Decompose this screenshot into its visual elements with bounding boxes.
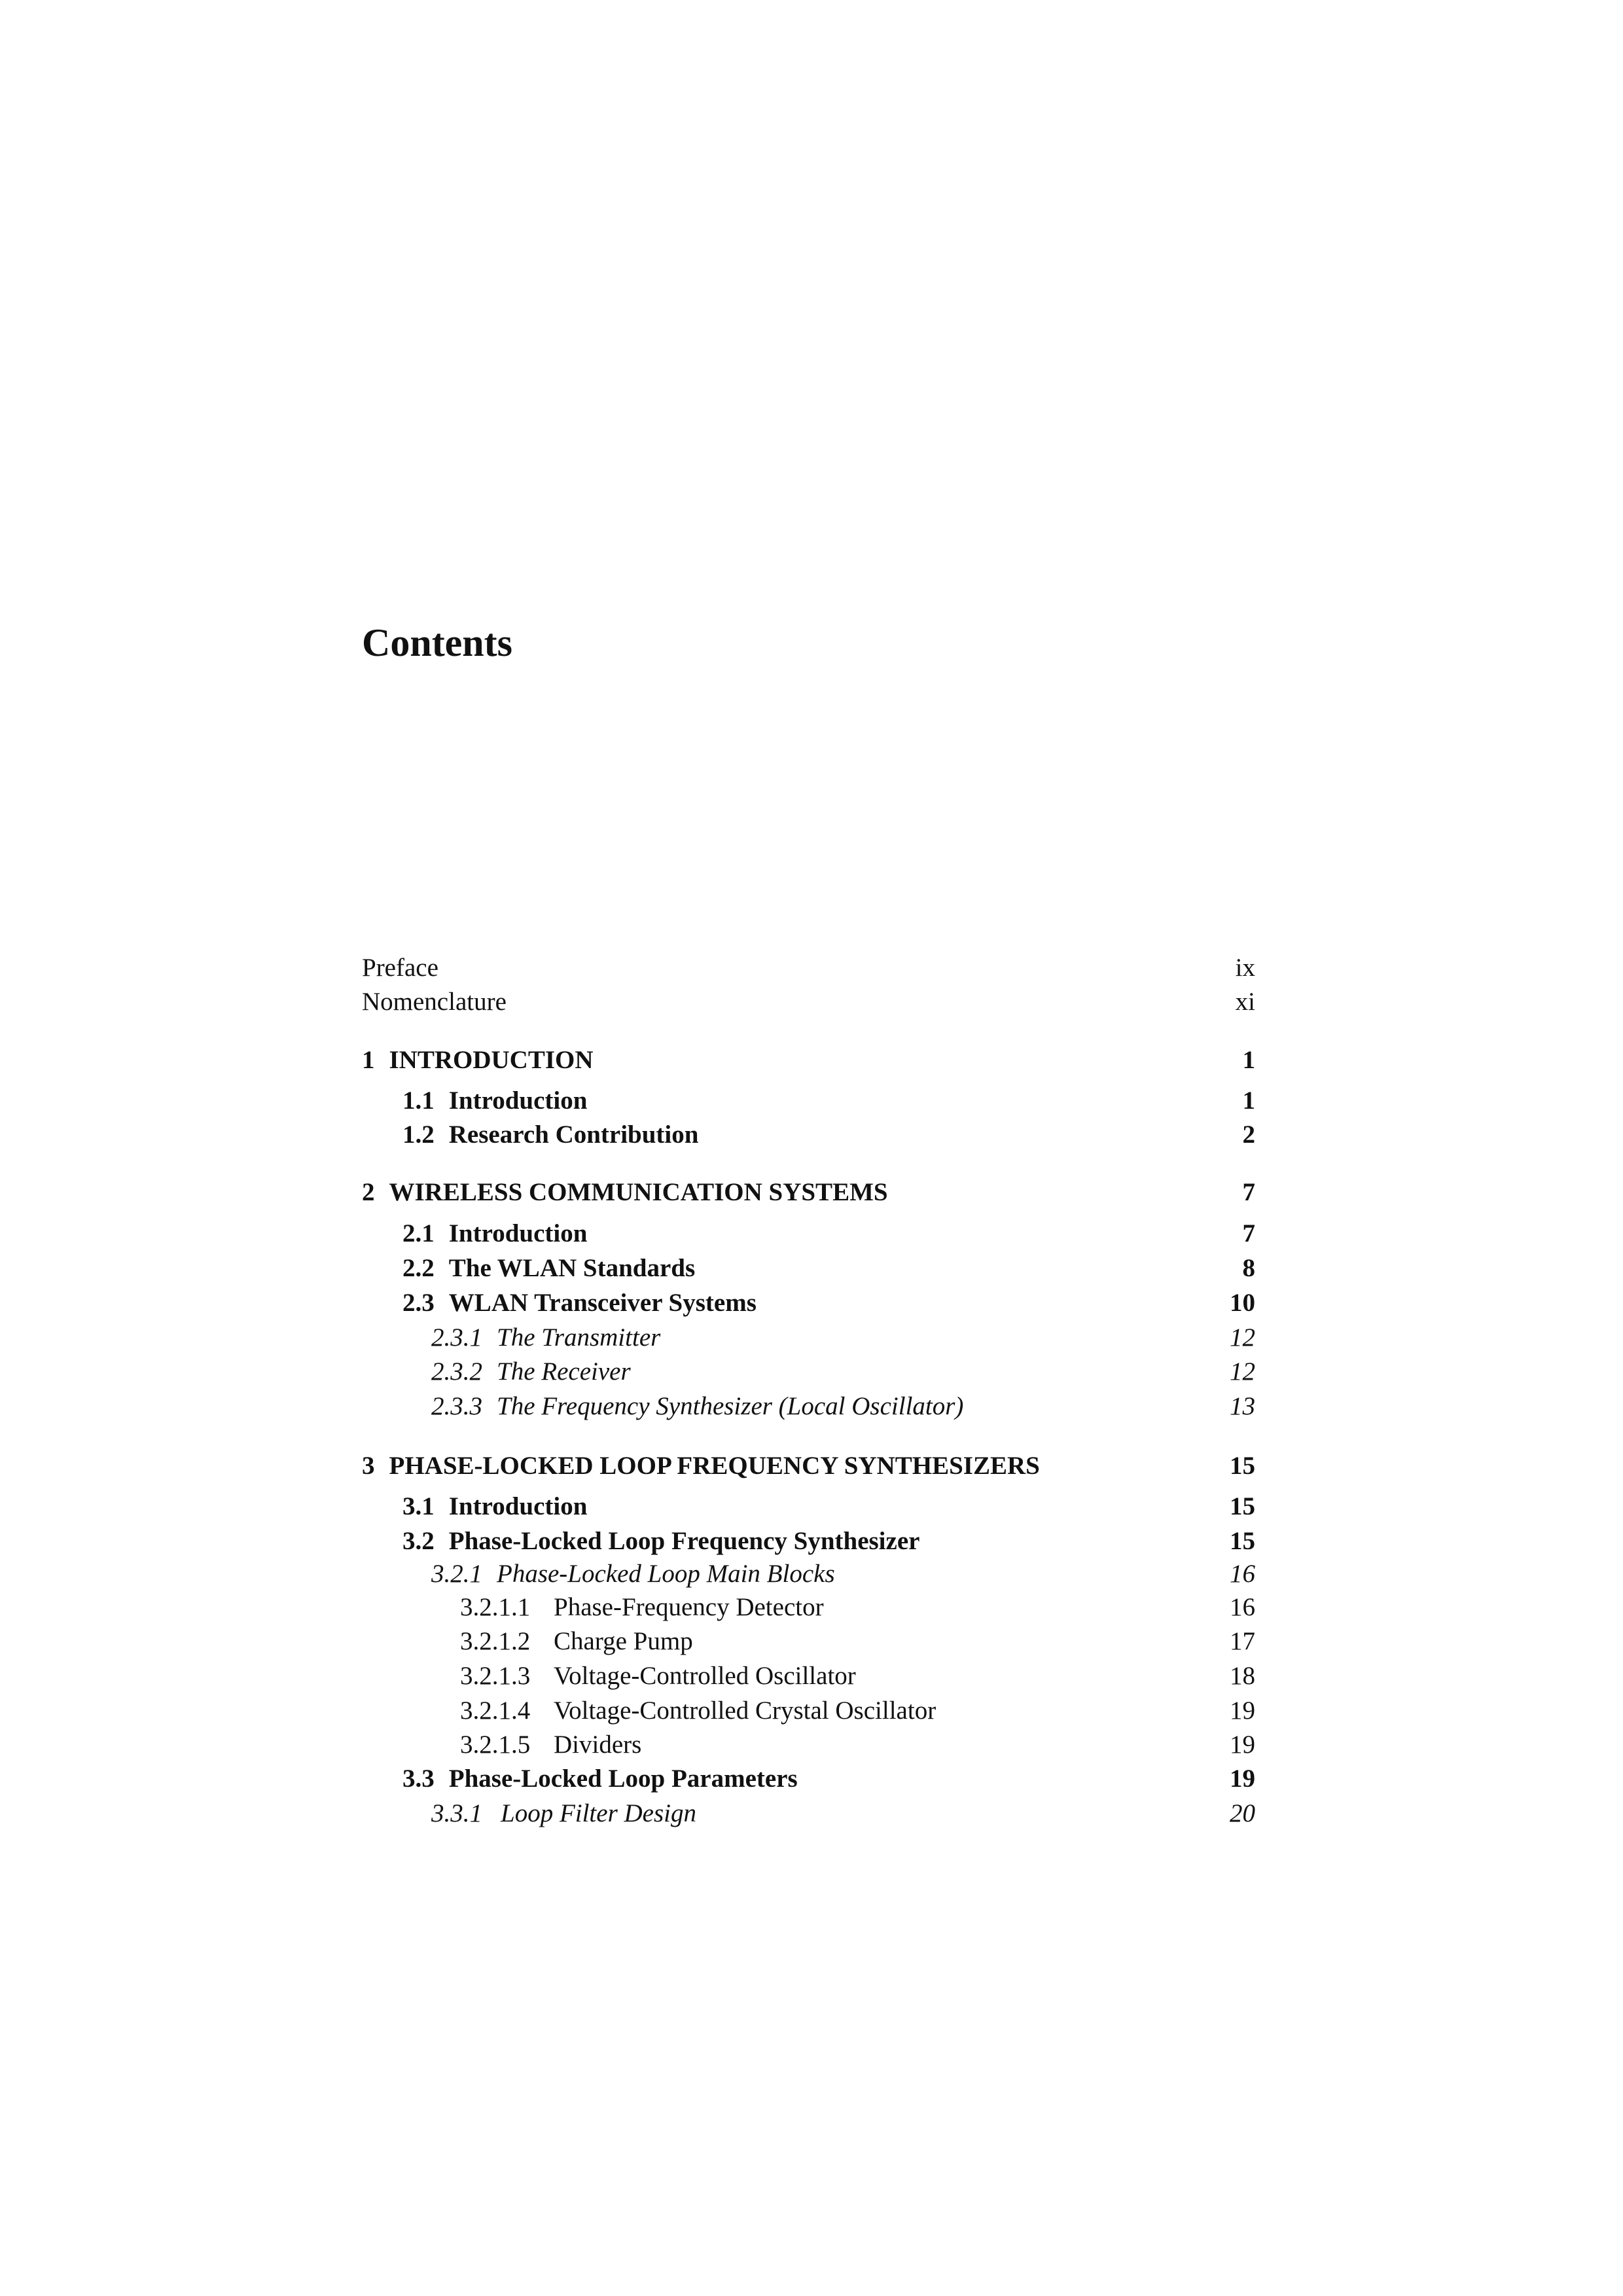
toc-chapter-3[interactable]: [362, 1448, 1255, 1483]
entry-page: 7: [1242, 1219, 1255, 1247]
entry-page: 15: [1230, 1526, 1255, 1555]
entry-number: 2.2: [402, 1253, 435, 1282]
entry-label: Voltage-Controlled Crystal Oscillator: [554, 1696, 936, 1725]
entry-number: 2.3: [402, 1288, 435, 1317]
entry-page: 19: [1230, 1764, 1255, 1793]
entry-number: 3: [362, 1451, 375, 1480]
entry-page: 7: [1242, 1177, 1255, 1206]
toc-item-3-2-1-5[interactable]: [362, 1727, 1255, 1762]
entry-label: The Transmitter: [497, 1323, 661, 1352]
entry-number: 3.2.1.3: [460, 1661, 531, 1690]
entry-number: 3.2.1.1: [460, 1592, 531, 1621]
toc-section-2-2[interactable]: [362, 1250, 1255, 1285]
toc-entry-nomenclature[interactable]: [362, 984, 1255, 1019]
entry-label: INTRODUCTION: [389, 1045, 594, 1074]
entry-label: The Receiver: [497, 1357, 631, 1386]
entry-label: The WLAN Standards: [448, 1253, 696, 1282]
entry-number: 3.2.1.2: [460, 1626, 531, 1655]
entry-page: 15: [1230, 1492, 1255, 1520]
toc-section-1-1[interactable]: [362, 1083, 1255, 1118]
entry-label: Voltage-Controlled Oscillator: [554, 1661, 856, 1690]
entry-number: 2.3.1: [431, 1323, 482, 1352]
entry-label: Phase-Locked Loop Parameters: [448, 1764, 798, 1793]
toc-item-3-2-1-2[interactable]: [362, 1623, 1255, 1659]
entry-page: 2: [1242, 1120, 1255, 1149]
entry-page: 15: [1230, 1451, 1255, 1480]
entry-label: WIRELESS COMMUNICATION SYSTEMS: [389, 1177, 888, 1206]
entry-label: Introduction: [448, 1492, 588, 1520]
entry-number: 3.2.1.4: [460, 1696, 531, 1725]
toc-chapter-2[interactable]: [362, 1174, 1255, 1210]
toc-subsection-2-3-1[interactable]: [362, 1319, 1255, 1355]
entry-number: 3.2: [402, 1526, 435, 1555]
toc-section-2-3[interactable]: [362, 1285, 1255, 1320]
entry-page: 18: [1230, 1661, 1255, 1690]
entry-number: 2.1: [402, 1219, 435, 1247]
entry-number: 1.2: [402, 1120, 435, 1149]
entry-number: 3.2.1.5: [460, 1730, 531, 1759]
entry-number: 1.1: [402, 1086, 435, 1115]
entry-label: PHASE-LOCKED LOOP FREQUENCY SYNTHESIZERS: [389, 1451, 1040, 1480]
entry-page: 8: [1242, 1253, 1255, 1282]
entry-label: Dividers: [554, 1730, 642, 1759]
entry-page: 19: [1230, 1730, 1255, 1759]
entry-page: 10: [1230, 1288, 1255, 1317]
entry-page: 1: [1242, 1086, 1255, 1115]
entry-page: 13: [1230, 1391, 1255, 1420]
entry-page: 17: [1230, 1626, 1255, 1655]
entry-label: Phase-Locked Loop Main Blocks: [497, 1559, 835, 1588]
entry-label: Loop Filter Design: [501, 1799, 696, 1827]
entry-number: 3.1: [402, 1492, 435, 1520]
toc-entry-preface[interactable]: [362, 950, 1255, 985]
entry-label: Phase-Locked Loop Frequency Synthesizer: [448, 1526, 920, 1555]
toc-subsection-2-3-2[interactable]: [362, 1354, 1255, 1389]
entry-label: Preface: [362, 953, 438, 982]
toc-section-3-3[interactable]: [362, 1761, 1255, 1796]
entry-number: 2.3.3: [431, 1391, 482, 1420]
toc-item-3-2-1-1[interactable]: [362, 1589, 1255, 1624]
entry-label: The Frequency Synthesizer (Local Oscillator): [497, 1391, 964, 1420]
toc-subsection-3-3-1[interactable]: [362, 1795, 1255, 1831]
toc-chapter-1[interactable]: [362, 1042, 1255, 1077]
entry-number: 3.3: [402, 1764, 435, 1793]
entry-number: 3.3.1: [431, 1799, 482, 1827]
toc-item-3-2-1-3[interactable]: [362, 1658, 1255, 1693]
entry-label: Charge Pump: [554, 1626, 693, 1655]
toc-subsection-3-2-1[interactable]: [362, 1556, 1255, 1591]
entry-label: Nomenclature: [362, 987, 507, 1016]
toc-section-3-2[interactable]: [362, 1523, 1255, 1558]
entry-label: Introduction: [448, 1086, 588, 1115]
entry-label: Phase-Frequency Detector: [554, 1592, 824, 1621]
toc-section-2-1[interactable]: [362, 1215, 1255, 1251]
entry-page: xi: [1235, 987, 1255, 1016]
entry-page: 12: [1230, 1323, 1255, 1352]
toc-item-3-2-1-4[interactable]: [362, 1693, 1255, 1728]
entry-number: 2.3.2: [431, 1357, 482, 1386]
entry-number: 3.2.1: [431, 1559, 482, 1588]
entry-page: 16: [1230, 1592, 1255, 1621]
entry-label: Research Contribution: [448, 1120, 699, 1149]
entry-number: 1: [362, 1045, 375, 1074]
entry-page: ix: [1235, 953, 1255, 982]
entry-page: 1: [1242, 1045, 1255, 1074]
entry-page: 16: [1230, 1559, 1255, 1588]
entry-label: Introduction: [448, 1219, 588, 1247]
entry-label: WLAN Transceiver Systems: [448, 1288, 757, 1317]
entry-page: 19: [1230, 1696, 1255, 1725]
toc-subsection-2-3-3[interactable]: [362, 1388, 1255, 1424]
entry-page: 20: [1230, 1799, 1255, 1827]
toc-section-1-2[interactable]: [362, 1117, 1255, 1152]
entry-page: 12: [1230, 1357, 1255, 1386]
entry-number: 2: [362, 1177, 375, 1206]
toc-section-3-1[interactable]: [362, 1488, 1255, 1524]
page-title: Contents: [362, 621, 513, 664]
